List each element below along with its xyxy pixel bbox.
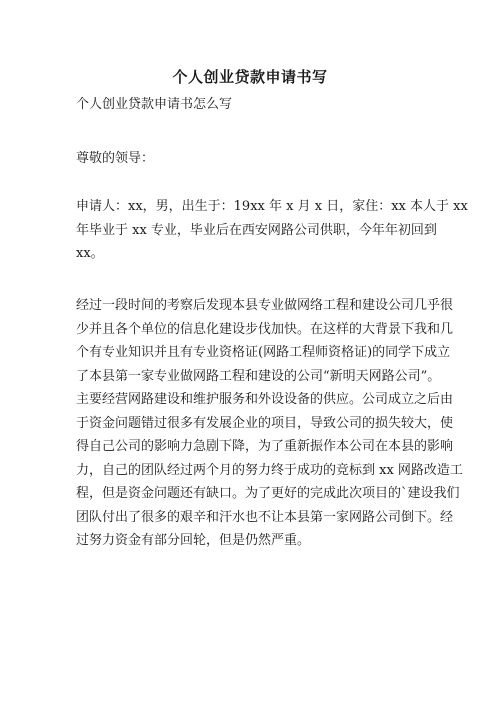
paragraph-company-history xyxy=(76,294,463,553)
text-line: 力，自己的团队经过两个月的努力终于成功的竞标到 xx 网路改造工 xyxy=(76,462,463,478)
text-line: 于资金问题错过很多有发展企业的项目，导致公司的损失较大，使 xyxy=(76,415,454,431)
text-line: 了本县第一家专业做网路工程和建设的公司“新明天网路公司”。 xyxy=(76,368,441,384)
text-line: 年毕业于 xx 专业，毕业后在西安网路公司供职，今年年初回到 xyxy=(76,222,437,238)
document-subtitle: 个人创业贷款申请书怎么写 xyxy=(76,97,233,112)
paragraph-applicant-info xyxy=(76,195,468,266)
text-line: 经过一段时间的考察后发现本县专业做网络工程和建设公司几乎很 xyxy=(76,298,454,313)
text-line: 申请人：xx，男，出生于：19xx 年 x 月 x 日，家住：xx 本人于 xx xyxy=(76,199,468,214)
text-line: 程，但是资金问题还有缺口。为了更好的完成此次项目的`建设我们 xyxy=(76,486,460,501)
text-line: 过努力资金有部分回轮，但是仍然严重。 xyxy=(76,533,311,548)
text-line: 得自己公司的影响力急剧下降，为了重新振作本公司在本县的影响 xyxy=(76,439,454,454)
text-line: xx。 xyxy=(76,246,104,261)
text-line: 主要经营网路建设和维护服务和外设设备的供应。公司成立之后由 xyxy=(76,392,454,407)
document-title: 个人创业贷款申请书写 xyxy=(172,68,328,86)
greeting: 尊敬的领导： xyxy=(76,151,155,166)
text-line: 少并且各个单位的信息化建设步伐加快。在这样的大背景下我和几 xyxy=(76,321,454,337)
text-line: 个有专业知识并且有专业资格证(网路工程师资格证)的同学下成立 xyxy=(76,345,451,360)
text-line: 团队付出了很多的艰辛和汗水也不让本县第一家网路公司倒下。经 xyxy=(76,509,454,525)
